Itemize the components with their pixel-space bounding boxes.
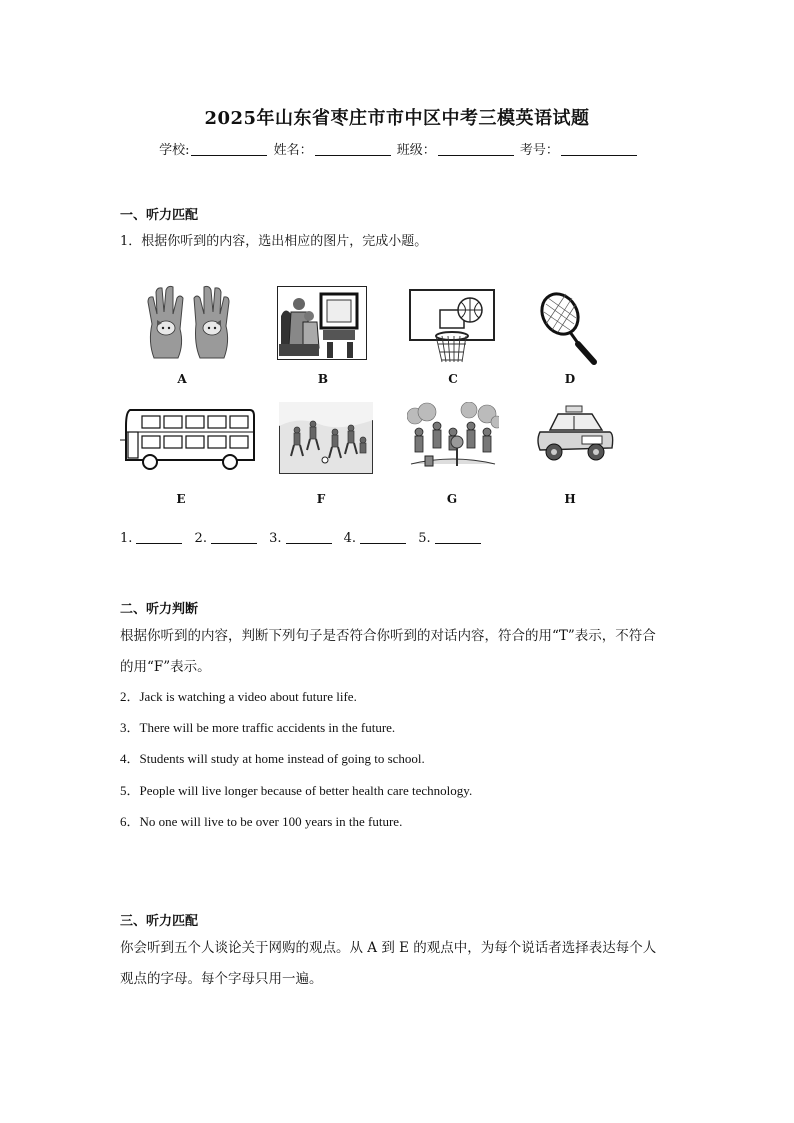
picture-e-label: E [176, 492, 186, 506]
student-info-row [0, 139, 794, 158]
section1-heading: 一、听力匹配 [120, 208, 199, 223]
section3-instruction-line1: 你会听到五个人谈论关于网购的观点。从 A 到 E 的观点中，为每个说话者选择表达每个人 [120, 940, 657, 956]
number-blank [561, 142, 637, 156]
section2-instruction-line1: 根据你听到的内容，判断下列句子是否符合你听到的对话内容，符合的用“T”表示，不符合 [120, 628, 656, 644]
picture-b-label: B [317, 372, 329, 386]
watching-tv-icon [277, 286, 367, 360]
class-label: 班级： [396, 143, 436, 158]
answer-4-label: 4. [343, 531, 357, 546]
answer-3-label: 3. [269, 531, 282, 546]
question-2: 2．Jack is watching a video about future life. [120, 689, 357, 704]
picture-c-label: C [448, 372, 458, 386]
section3-heading: 三、听力匹配 [120, 914, 199, 929]
section3-instruction-line2: 观点的字母。每个字母只用一遍。 [120, 971, 323, 987]
taxi-icon [536, 404, 614, 466]
picture-h-label: H [564, 492, 576, 506]
picture-g-label: G [446, 492, 458, 506]
answer-1-blank[interactable] [136, 531, 182, 544]
double-decker-bus-icon [120, 404, 256, 470]
picture-f-label: F [316, 492, 326, 506]
basketball-hoop-icon [408, 288, 498, 366]
answer-blanks-row [120, 531, 489, 546]
question-5: 5．People will live longer because of better health care technology. [120, 783, 473, 798]
tree-planting-icon [407, 402, 499, 474]
answer-1-label: 1. [120, 531, 133, 546]
picture-a-label: A [177, 372, 187, 386]
number-label: 考号： [519, 143, 559, 158]
question-3: 3．There will be more traffic accidents in the future. [120, 720, 396, 735]
tennis-racket-icon [538, 290, 602, 366]
kids-playing-icon [279, 402, 373, 474]
name-label: 姓名： [273, 143, 313, 158]
picture-d-label: D [564, 372, 576, 386]
section1-instruction: 1．根据你听到的内容，选出相应的图片，完成小题。 [120, 234, 428, 249]
gloves-icon [144, 284, 236, 362]
school-label: 学校: [159, 143, 190, 158]
answer-5-label: 5. [418, 531, 431, 546]
answer-2-blank[interactable] [211, 531, 257, 544]
answer-5-blank[interactable] [435, 531, 481, 544]
question-6: 6．No one will live to be over 100 years in the future. [120, 814, 403, 829]
answer-2-label: 2. [194, 531, 207, 546]
section2-instruction-line2: 的用“F”表示。 [120, 659, 211, 675]
question-4: 4．Students will study at home instead of going to school. [120, 751, 425, 766]
section2-heading: 二、听力判断 [120, 602, 199, 617]
answer-3-blank[interactable] [286, 531, 332, 544]
name-blank [315, 142, 391, 156]
class-blank [438, 142, 514, 156]
school-blank [191, 142, 267, 156]
page-title: 2025年山东省枣庄市市中区中考三模英语试题 [204, 108, 590, 129]
answer-4-blank[interactable] [360, 531, 406, 544]
